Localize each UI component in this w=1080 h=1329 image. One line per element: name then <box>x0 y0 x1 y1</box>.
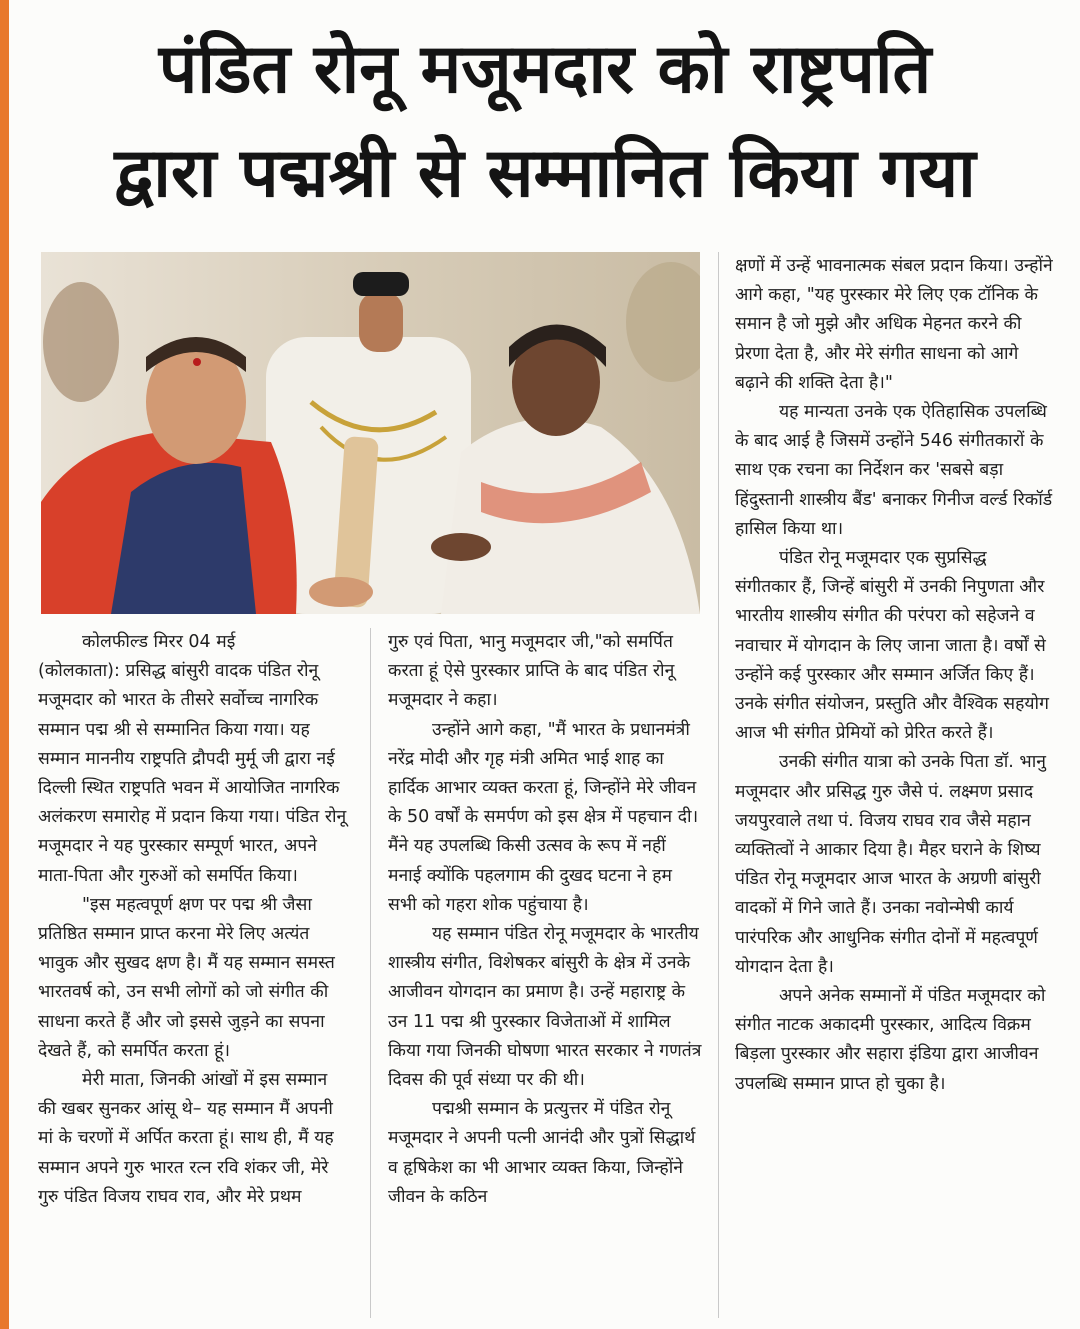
background-figure <box>43 282 119 402</box>
paragraph: यह सम्मान पंडित रोनू मजूमदार के भारतीय शास्त्रीय संगीत, विशेषकर बांसुरी के क्षेत्र में उनके आजीवन योगदान का प्रमाण है। उन्हें महाराष्ट्र के उन 11 पद्म श्री पुरस्कार विजेताओं में शामिल किया गया जिनकी घोषणा भारत सरकार ने गणतंत्र दिवस की पूर्व संध्या पर की थी। <box>388 924 702 1091</box>
paragraph: क्षणों में उन्हें भावनात्मक संबल प्रदान किया। उन्होंने आगे कहा, "यह पुरस्कार मेरे लिए एक टॉनिक के समान है जो मुझे और अधिक मेहनत करने की प्रेरणा देता है, और मेरे संगीत साधना को आगे बढ़ाने की शक्ति देता है।" <box>735 256 1053 393</box>
woman-hand <box>431 533 491 561</box>
paragraph: "इस महत्वपूर्ण क्षण पर पद्म श्री जैसा प्रतिष्ठित सम्मान प्राप्त करना मेरे लिए अत्यंत भावुक और सुखद क्षण है। मैं यह सम्मान समस्त भारतवर्ष को, उन सभी लोगों को जो संगीत की साधना करते हैं और जो इससे जुड़ने का सपना देखते हैं, को समर्पित करता हूं। <box>38 894 335 1061</box>
paragraph: पद्मश्री सम्मान के प्रत्युत्तर में पंडित रोनू मजूमदार ने अपनी पत्नी आनंदी और पुत्रों सिद्धार्थ व हृषिकेश का भी आभार व्यक्त किया, जिन्होंने जीवन के कठिन <box>388 1099 696 1207</box>
article-column-1 <box>38 628 350 1212</box>
article-column-2 <box>388 628 702 1212</box>
column-divider <box>370 628 371 1318</box>
dateline: कोलफील्ड मिरर 04 मई <box>82 632 236 652</box>
paragraph: मेरी माता, जिनकी आंखों में इस सम्मान की खबर सुनकर आंसू थे– यह सम्मान मैं अपनी मां के चरणों में अर्पित करता हूं। साथ ही, मैं यह सम्मान अपने गुरु भारत रत्न रवि शंकर जी, मेरे गुरु पंडित विजय राघव राव, और मेरे प्रथम <box>38 1070 334 1207</box>
photo-illustration <box>41 252 700 614</box>
paragraph: उनकी संगीत यात्रा को उनके पिता डॉ. भानु मजूमदार और प्रसिद्ध गुरु जैसे पं. लक्ष्मण प्रसाद जयपुरवाले तथा पं. विजय राघव राव जैसे महान व्यक्तित्वों ने आकार दिया है। मैहर घराने के शिष्य पंडित रोनू मजूमदार आज भारत के अग्रणी बांसुरी वादकों में गिने जाते हैं। उनका नवोन्मेषी कार्य पारंपरिक और आधुनिक संगीत दोनों में महत्वपूर्ण योगदान देता है। <box>735 752 1046 977</box>
headline-line-2: द्वारा पद्मश्री से सम्मानित किया गया <box>114 134 976 213</box>
paragraph: अपने अनेक सम्मानों में पंडित मजूमदार को संगीत नाटक अकादमी पुरस्कार, आदित्य विक्रम बिड़ला पुरस्कार और सहारा इंडिया द्वारा आजीवन उपलब्धि सम्मान प्राप्त हो चुका है। <box>735 986 1046 1094</box>
paragraph: उन्होंने आगे कहा, "मैं भारत के प्रधानमंत्री नरेंद्र मोदी और गृह मंत्री अमित भाई शाह का हार्दिक आभार व्यक्त करता हूं, जिन्होंने मेरे जीवन के 50 वर्षों के समर्पण को इस क्षेत्र में पहचान दी। मैंने यह उपलब्धि किसी उत्सव के रूप में नहीं मनाई क्योंकि पहलगाम की दुखद घटना ने हम सभी को गहरा शोक पहुंचाया है। <box>388 719 699 915</box>
award-ceremony-photo <box>41 252 700 614</box>
guard-hair <box>353 272 409 296</box>
headline-line-1: पंडित रोनू मजूमदार को राष्ट्रपति <box>158 30 932 109</box>
paragraph: पंडित रोनू मजूमदार एक सुप्रसिद्ध संगीतकार हैं, जिन्हें बांसुरी में उनकी निपुणता और भारतीय शास्त्रीय संगीत की परंपरा को सहेजने व नवाचार में योगदान के लिए जाना जाता है। वर्षों से उन्होंने कई पुरस्कार और सम्मान अर्जित किए हैं। उनके संगीत संयोजन, प्रस्तुति और वैश्विक सहयोग आज भी संगीत प्रेमियों को प्रेरित करते हैं। <box>735 548 1049 744</box>
column-divider <box>718 252 719 1318</box>
article-column-3 <box>735 252 1053 1099</box>
man-tilak <box>193 358 201 366</box>
paragraph: यह मान्यता उनके एक ऐतिहासिक उपलब्धि के बाद आई है जिसमें उन्होंने 546 संगीतकारों के साथ एक रचना का निर्देशन कर 'सबसे बड़ा हिंदुस्तानी शास्त्रीय बैंड' बनाकर गिनीज वर्ल्ड रिकॉर्ड हासिल किया था। <box>735 402 1053 539</box>
guard-face <box>359 292 403 352</box>
paragraph: गुरु एवं पिता, भानु मजूमदार जी,"को समर्पित करता हूं ऐसे पुरस्कार प्राप्ति के बाद पंडित रोनू मजूमदार ने कहा। <box>388 632 675 711</box>
page-edge-stripe <box>0 0 9 1329</box>
paragraph: (कोलकाता): प्रसिद्ध बांसुरी वादक पंडित रोनू मजूमदार को भारत के तीसरे सर्वोच्च नागरिक सम्मान पद्म श्री से सम्मानित किया गया। यह सम्मान माननीय राष्ट्रपति द्रौपदी मुर्मू जी द्वारा नई दिल्ली स्थित राष्ट्रपति भवन में आयोजित नागरिक अलंकरण समारोह में प्रदान किया गया। पंडित रोनू मजूमदार ने यह पुरस्कार सम्पूर्ण भारत, अपने माता-पिता और गुरुओं को समर्पित किया। <box>38 661 347 886</box>
man-hand <box>309 577 373 607</box>
headline <box>24 18 1066 226</box>
